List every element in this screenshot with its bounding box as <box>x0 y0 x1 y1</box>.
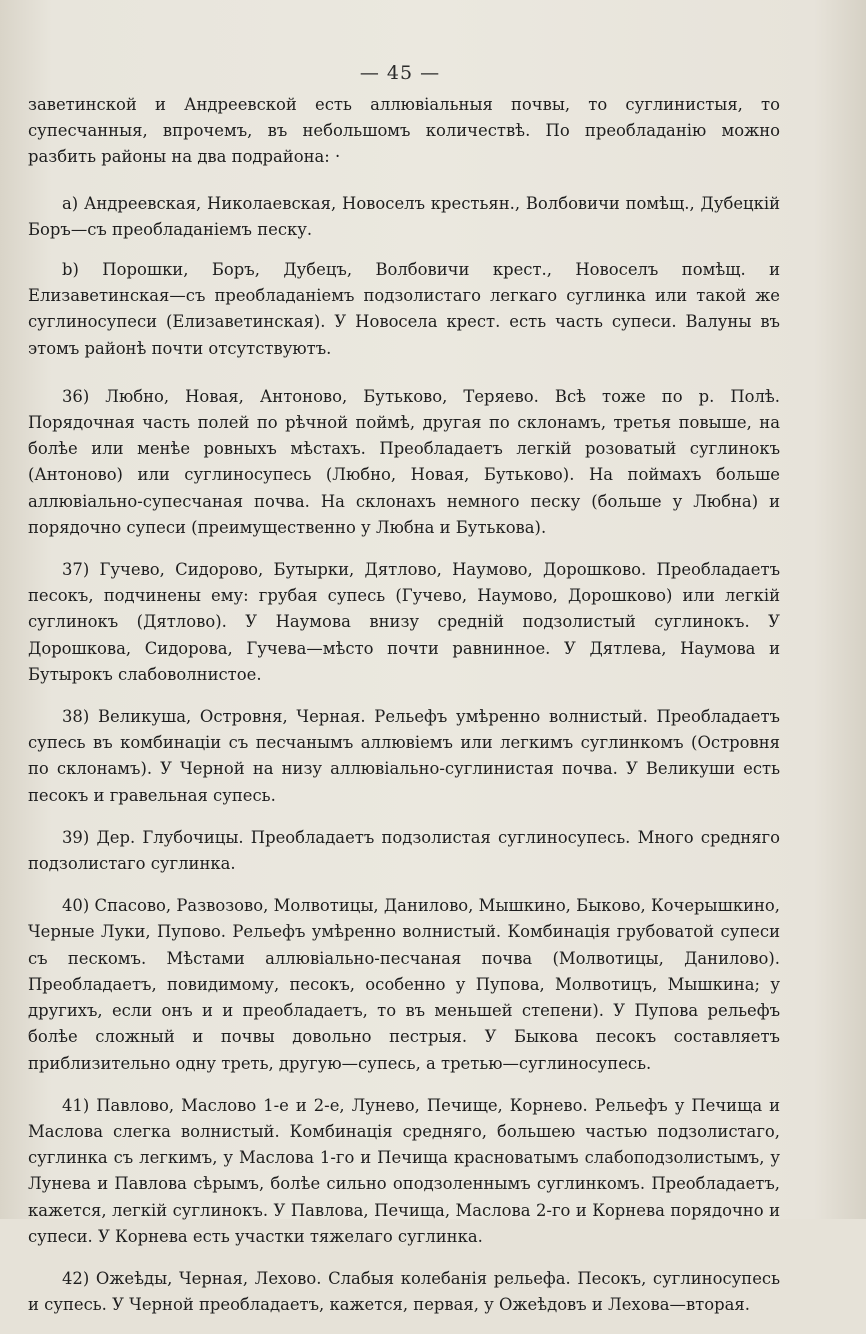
paragraph-intro: заветинской и Андреевской есть аллювіальныя почвы, то суглинистыя, то супесчанныя, впрочемъ, въ небольшомъ количествѣ. По преобладанію можно разбить районы на два подрайона: · <box>28 95 780 167</box>
paragraph-37: 37) Гучево, Сидорово, Бутырки, Дятлово, Наумово, Дорошково. Преобладаетъ песокъ, подчинены ему: грубая супесь (Гучево, Наумово, Дорошково) или легкій суглинокъ (Дятлово). У Наумова внизу средній подзолистый суглинокъ. У Дорошкова, Сидорова, Гучева—мѣсто почти равнинное. У Дятлева, Наумова и Бутырокъ слабоволнистое. <box>28 560 780 684</box>
body-text <box>28 92 780 1334</box>
paragraph-39: 39) Дер. Глубочицы. Преобладаетъ подзолистая суглиносупесь. Много средняго подзолистаго суглинка. <box>28 827 780 874</box>
paragraph-38: 38) Великуша, Островня, Черная. Рельефъ умѣренно волнистый. Преобладаетъ супесь въ комбинаціи съ песчанымъ аллювіемъ или легкимъ суглинкомъ (Островня по склонамъ). У Черной на низу аллювіально-суглинистая почва. У Великуши есть песокъ и гравельная супесь. <box>28 707 780 805</box>
paragraph-36: 36) Любно, Новая, Антоново, Бутьково, Теряево. Всѣ тоже по р. Полѣ. Порядочная часть полей по рѣчной поймѣ, другая по склонамъ, третья повыше, на болѣе или менѣе ровныхъ мѣстахъ. Преобладаетъ легкій розоватый суглинокъ (Антоново) или суглиносупесь (Любно, Новая, Бутьково). На поймахъ больше аллювіально-супесчаная почва. На склонахъ немного песку (больше у Любна) и порядочно супеси (преимущественно у Любна и Бутькова). <box>28 386 780 537</box>
paragraph-40: 40) Спасово, Развозово, Молвотицы, Данилово, Мышкино, Быково, Кочерышкино, Черные Луки, Пупово. Рельефъ умѣренно волнистый. Комбинація грубоватой супеси съ пескомъ. Мѣстами аллювіально-песчаная почва (Молвотицы, Данилово). Преобладаетъ, повидимому, песокъ, особенно у Пупова, Молвотицъ, Мышкина; у другихъ, если онъ и и преобладаетъ, то въ меньшей степени). У Пупова рельефъ болѣе сложный и почвы довольно пестрыя. У Быкова песокъ составляетъ приблизительно одну треть, другую—супесь, а третью—суглиносупесь. <box>28 896 780 1073</box>
page-number: — 45 — <box>359 62 441 84</box>
paragraph-subregion-b: b) Порошки, Боръ, Дубецъ, Волбовичи крест., Новоселъ помѣщ. и Елизаветинская—съ преобладаніемъ подзолистаго легкаго суглинка или такой же суглиносупеси (Елизаветинская). У Новосела крест. есть часть супеси. Валуны въ этомъ районѣ почти отсутствуютъ. <box>28 260 780 358</box>
paragraph-42: 42) Ожеѣды, Черная, Лехово. Слабыя колебанія рельефа. Песокъ, суглиносупесь и супесь. У Черной преобладаетъ, кажется, первая, у Ожеѣдовъ и Лехова—вторая. <box>28 1268 780 1315</box>
paragraph-41: 41) Павлово, Маслово 1-е и 2-е, Лунево, Печище, Корнево. Рельефъ у Печища и Маслова слегка волнистый. Комбинація средняго, большею частью подзолистаго, суглинка съ легкимъ, у Маслова 1-го и Печища красноватымъ слабоподзолистымъ, у Лунева и Павлова сѣрымъ, болѣе сильно оподзоленнымъ суглинкомъ. Преобладаетъ, кажется, легкій суглинокъ. У Павлова, Печища, Маслова 2-го и Корнева порядочно и супеси. У Корнева есть участки тяжелаго суглинка. <box>28 1095 780 1246</box>
paragraph-subregion-a: а) Андреевская, Николаевская, Новоселъ крестьян., Волбовичи помѣщ., Дубецкій Боръ—съ преобладаніемъ песку. <box>28 193 780 239</box>
